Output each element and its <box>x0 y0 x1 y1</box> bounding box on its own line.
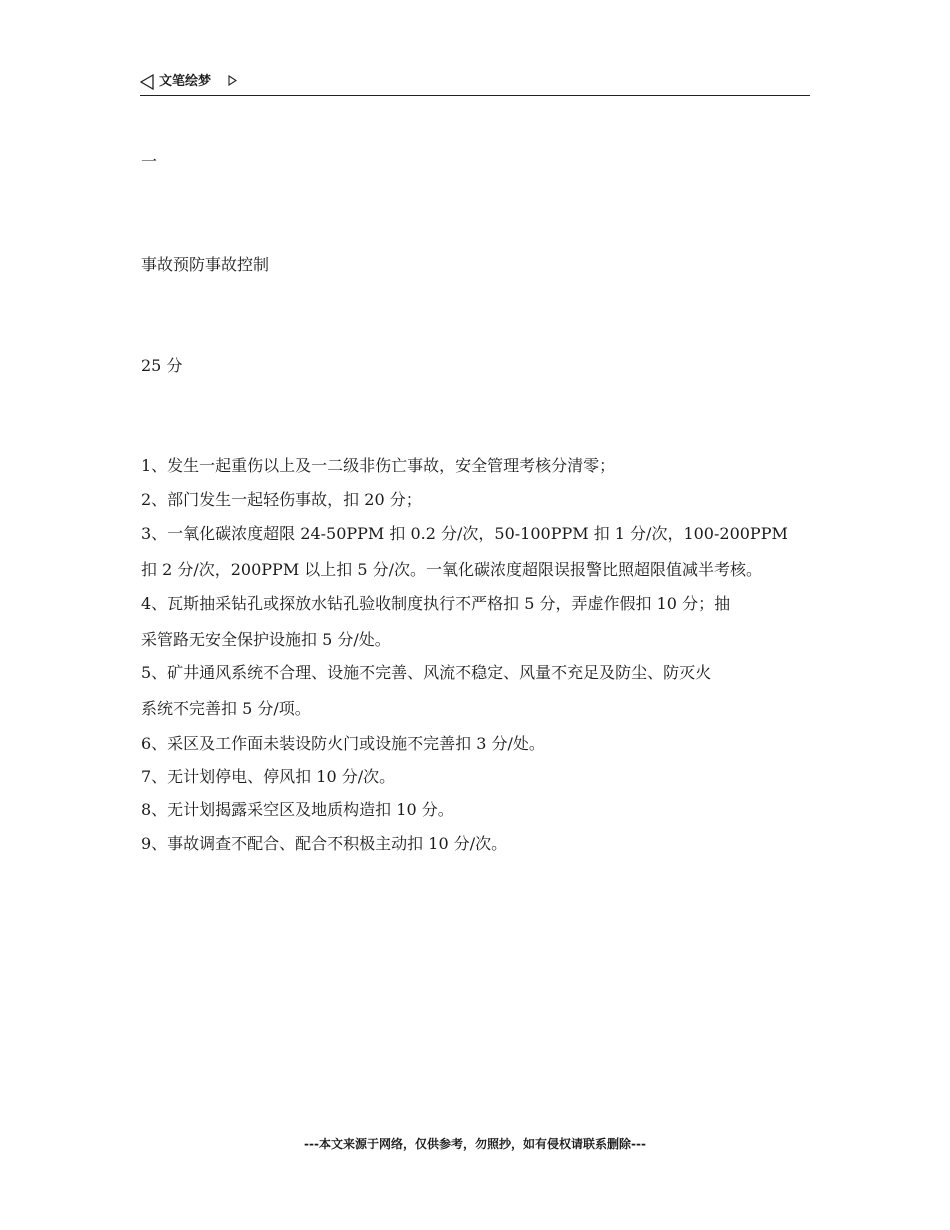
section-number: 一 <box>141 152 158 171</box>
footer-notice: ---本文来源于网络，仅供参考，勿照抄，如有侵权请联系删除--- <box>304 1137 646 1151</box>
rule-line: 5、矿井通风系统不合理、设施不完善、风流不稳定、风量不充足及防尘、防灭火 <box>141 663 712 682</box>
triangle-left-icon <box>140 74 154 90</box>
rule-line: 6、采区及工作面未装设防火门或设施不完善扣 3 分/处。 <box>141 734 545 753</box>
rule-line: 3、一氧化碳浓度超限 24-50PPM 扣 0.2 分/次，50-100PPM 扣 1 分/次，100-200PPM <box>141 524 788 543</box>
rule-line: 7、无计划停电、停风扣 10 分/次。 <box>141 767 396 786</box>
section-score: 25 分 <box>141 356 183 375</box>
rule-line: 1、发生一起重伤以上及一二级非伤亡事故，安全管理考核分清零； <box>141 456 616 475</box>
rule-line: 9、事故调查不配合、配合不积极主动扣 10 分/次。 <box>141 834 508 853</box>
rule-line: 系统不完善扣 5 分/项。 <box>141 699 311 718</box>
section-title: 事故预防事故控制 <box>141 255 270 274</box>
rule-line: 采管路无安全保护设施扣 5 分/处。 <box>141 630 391 649</box>
rule-line: 8、无计划揭露采空区及地质构造扣 10 分。 <box>141 800 454 819</box>
rule-line: 扣 2 分/次，200PPM 以上扣 5 分/次。一氧化碳浓度超限误报警比照超限值减半考核。 <box>141 560 763 579</box>
page-header <box>140 72 810 96</box>
rule-line: 4、瓦斯抽采钻孔或探放水钻孔验收制度执行不严格扣 5 分，弄虚作假扣 10 分；抽 <box>141 594 731 613</box>
triangle-right-icon <box>228 75 237 86</box>
rule-line: 2、部门发生一起轻伤事故，扣 20 分； <box>141 490 422 509</box>
header-title: 文笔绘梦 <box>159 74 212 89</box>
